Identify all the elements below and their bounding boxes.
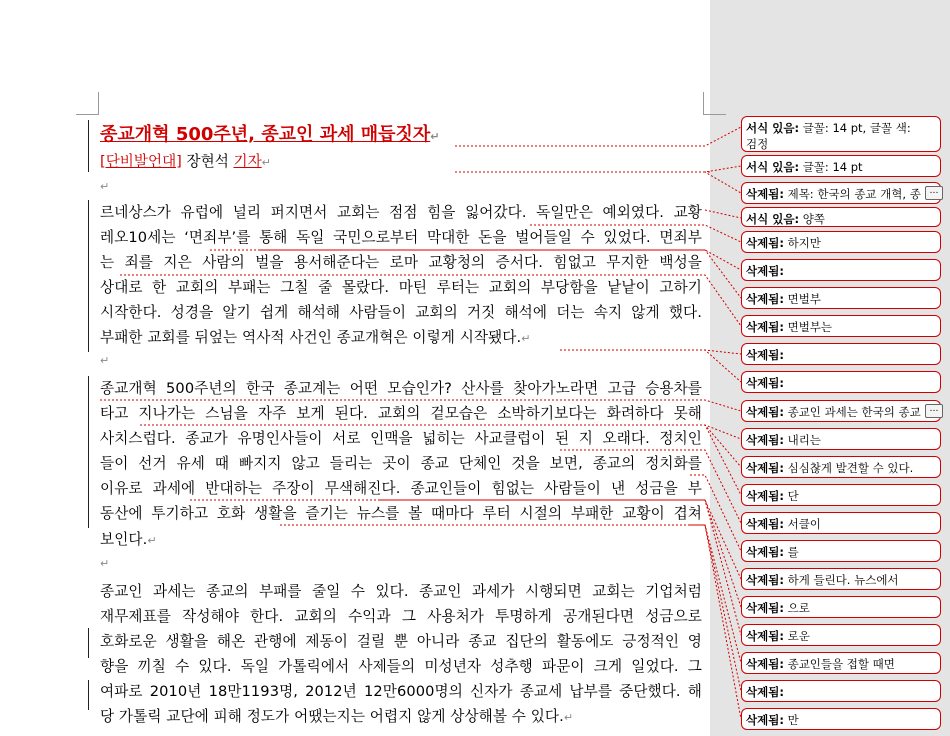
balloon-label: 서식 있음:: [746, 121, 800, 135]
balloon-label: 삭제됨:: [746, 545, 784, 559]
balloon-label: 삭제됨:: [746, 489, 784, 503]
balloon-label: 삭제됨:: [746, 685, 784, 699]
byline-role: 기자: [233, 153, 262, 170]
text-line: 재무제표를 작성해야 한다. 교회의 수익과 그 사용처가 투명하게 공개된다면 성금으로: [100, 608, 702, 626]
leader-line: [380, 500, 741, 607]
leader-line: [690, 525, 741, 719]
pilcrow-icon: ↵: [563, 711, 574, 725]
balloon-text: 글꼴: 14 pt: [799, 160, 863, 174]
leader-line: [455, 166, 741, 172]
balloon-text: 하지만: [783, 236, 821, 250]
balloon-label: 삭제됨:: [746, 461, 784, 475]
pilcrow-icon: ↵: [100, 557, 110, 570]
revision-balloon[interactable]: [741, 207, 941, 227]
revision-balloon[interactable]: [741, 568, 941, 590]
text-line: 타고 지나가는 스님을 자주 보게 된다. 교회의 겉모습은 소박하기보다는 화려하다 못해: [100, 405, 702, 423]
text-line: 향을 끼칠 수 있다. 독일 가톨릭에서 사제들의 미성년자 성추행 파문이 크게 일었다. 그: [100, 658, 702, 676]
leader-line: [455, 127, 741, 146]
leader-line: [260, 250, 741, 298]
ellipsis-icon[interactable]: …: [925, 186, 943, 200]
leader-line: [530, 225, 741, 242]
balloon-label: 삭제됨:: [746, 713, 784, 727]
balloon-label: 삭제됨:: [746, 517, 784, 531]
text-line: 종교인 과세는 종교의 부패를 줄일 수 있다. 종교인 과세가 시행되면 교회는 기업처럼: [100, 583, 702, 600]
text-line: 르네상스가 유럽에 널리 퍼지면서 교회는 점점 힘을 잃어갔다. 독일만은 예외였다. 교황: [100, 204, 702, 221]
balloon-label: 삭제됨:: [746, 348, 784, 362]
revision-balloon[interactable]: [741, 512, 941, 534]
text-line: 들이 선거 유세 때 빠지지 않고 들리는 곳이 종교 단체인 것을 보면, 종교의 정치화를: [100, 455, 702, 473]
text-line: 동산에 투기하고 호화 생활을 즐기는 뉴스를 볼 때마다 루터 시절의 부패한 교황이 겹쳐: [100, 505, 702, 523]
leader-line: [100, 400, 741, 411]
balloon-text: 를: [783, 545, 799, 559]
leader-line: [140, 425, 741, 439]
balloon-text: 양쪽: [799, 212, 825, 226]
revision-balloon[interactable]: [741, 428, 941, 450]
leader-line: [560, 350, 741, 354]
revision-balloon[interactable]: [741, 343, 941, 365]
balloon-text: 글꼴: 14 pt, 글꼴 색:: [799, 121, 911, 135]
balloon-text: 면벌부는: [783, 320, 833, 334]
pilcrow-icon: ↵: [147, 533, 157, 547]
revision-balloon[interactable]: [741, 371, 941, 393]
balloon-text: 으로: [783, 601, 810, 615]
balloon-label: 삭제됨:: [746, 573, 784, 587]
balloon-label: 삭제됨:: [746, 236, 784, 250]
byline-tag: [단비발언대]: [100, 153, 182, 170]
text-line: 당 가톨릭 교단에 피해 정도가 어땠는지는 어렵지 않게 상상해볼 수 있다.: [100, 708, 564, 726]
balloon-text: 면벌부: [783, 292, 821, 306]
leader-line: [460, 500, 741, 635]
pilcrow-icon: ↵: [521, 332, 531, 346]
balloon-label: 서식 있음:: [746, 212, 800, 226]
text-line: 보인다.: [100, 530, 148, 548]
leader-line: [380, 425, 741, 467]
balloon-label: 삭제됨:: [746, 187, 784, 201]
leader-line: [705, 172, 741, 193]
ellipsis-icon[interactable]: …: [925, 404, 943, 418]
balloon-text: 종교인들을 접할 때면: [783, 657, 895, 671]
text-line: 상대로 한 교회의 부패는 그칠 줄 몰랐다. 마틴 루터는 교회의 부당함을 낱낱이 고하기: [100, 279, 702, 297]
revision-balloon[interactable]: [741, 259, 941, 281]
leader-line: [560, 450, 741, 523]
revision-balloon[interactable]: [741, 231, 941, 253]
balloon-label: 삭제됨:: [746, 629, 784, 643]
revision-balloon[interactable]: [741, 287, 941, 309]
balloon-label: 삭제됨:: [746, 657, 784, 671]
revision-balloon[interactable]: [741, 652, 941, 674]
leader-line: [480, 525, 741, 691]
leader-line: [210, 250, 741, 270]
text-line: 호화로운 생활을 해온 관행에 제동이 걸릴 뿐 아니라 종교 집단의 활동에도 긍정적인 영: [100, 633, 702, 651]
balloon-label: 삭제됨:: [746, 320, 784, 334]
leader-line: [560, 350, 741, 382]
pilcrow-icon: ↵: [100, 180, 110, 193]
balloon-text: 제목: 한국의 종교 개혁, 종: [783, 187, 921, 201]
balloon-label: 삭제됨:: [746, 292, 784, 306]
pilcrow-icon: ↵: [261, 156, 271, 169]
balloon-text: 심심찮게 발견할 수 있다.: [783, 461, 914, 475]
text-line: 부패한 교회를 뒤엎는 역사적 사건인 종교개혁은 이렇게 시작됐다.: [100, 329, 522, 347]
balloon-text: 만: [783, 713, 799, 727]
revision-balloon[interactable]: [741, 540, 941, 562]
text-line: 이유로 과세에 반대하는 주장이 무색해진다. 종교인들이 힘없는 사람들이 낸 성금을 부: [100, 480, 702, 498]
text-line: 레오10세는 ‘면죄부’를 통해 독일 국민으로부터 막대한 돈을 벌어들일 수 있었다. 면죄부: [100, 229, 702, 247]
pilcrow-icon: ↵: [100, 354, 110, 367]
revision-balloon[interactable]: [741, 708, 941, 730]
leader-line: [190, 500, 741, 579]
balloon-label: 삭제됨:: [746, 264, 784, 278]
revision-balloon[interactable]: [741, 596, 941, 618]
text-line: 시작한다. 성경을 알기 쉽게 해석해 사람들이 교회의 거짓 해석에 더는 속지 않게 했다.: [100, 304, 702, 322]
balloon-text: 서클이: [783, 517, 821, 531]
balloon-label: 삭제됨:: [746, 376, 784, 390]
revision-balloon[interactable]: [741, 315, 941, 337]
pilcrow-icon: ↵: [430, 130, 440, 143]
revision-balloon[interactable]: [741, 116, 941, 152]
text-line: 여파로 2010년 18만1193명, 2012년 12만6000명의 신자가 종교세 납부를 중단했다. 해: [100, 683, 702, 701]
byline-name: 장현석: [181, 153, 234, 170]
revision-balloon[interactable]: [741, 680, 941, 702]
balloon-label: 삭제됨:: [746, 405, 784, 419]
leader-line: [580, 425, 741, 495]
balloon-text: 단: [783, 489, 799, 503]
balloon-text: 내리는: [783, 433, 821, 447]
balloon-label: 삭제됨:: [746, 601, 784, 615]
leader-line: [280, 525, 741, 663]
text-line: 종교개혁 500주년의 한국 종교계는 어떤 모습인가? 산사를 찾아가노라면 고급 승용차를: [100, 380, 702, 397]
revision-balloon[interactable]: [741, 182, 941, 204]
balloon-text: 종교인 과세는 한국의 종교: [783, 405, 921, 419]
revision-balloon[interactable]: [741, 456, 941, 478]
revision-balloon[interactable]: [741, 624, 941, 646]
document-title[interactable]: 종교개혁 500주년, 종교인 과세 매듭짓자↵: [100, 124, 440, 145]
revision-balloon[interactable]: [741, 484, 941, 506]
text-line: 사치스럽다. 종교가 유명인사들이 서로 인맥을 넓히는 사교클럽이 된 지 오래다. 정치인: [100, 430, 702, 448]
balloon-label: 서식 있음:: [746, 160, 800, 174]
balloon-text: 로운: [783, 629, 810, 643]
leader-line: [120, 275, 741, 326]
balloon-text-continued: 검정: [746, 137, 769, 151]
balloon-text: 하게 들린다. 뉴스에서: [783, 573, 899, 587]
revision-balloon[interactable]: [741, 400, 941, 422]
balloon-label: 삭제됨:: [746, 433, 784, 447]
leader-line: [705, 210, 741, 218]
text-line: 는 죄를 지은 사람의 벌을 용서해준다는 로마 교황청의 증서다. 힘없고 무지한 백성을: [100, 254, 702, 272]
revision-balloon[interactable]: [741, 155, 941, 177]
